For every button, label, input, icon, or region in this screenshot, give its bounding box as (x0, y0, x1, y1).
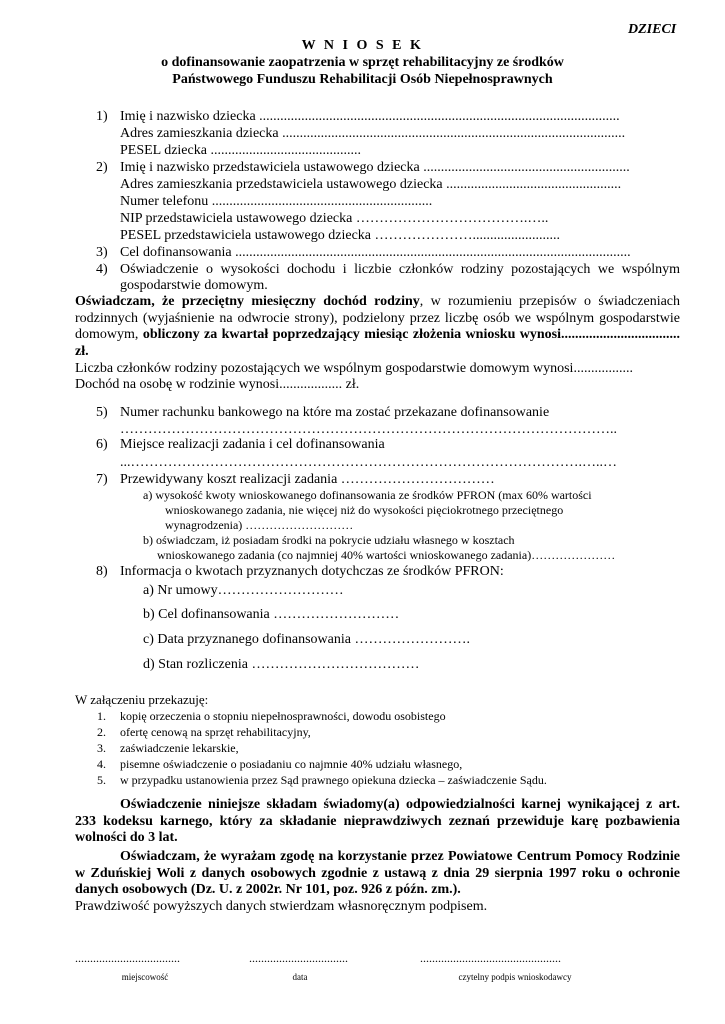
document-subtitle-line2: Państwowego Funduszu Rehabilitacji Osób Niepełnosprawnych (172, 72, 553, 87)
estimated-cost-field[interactable]: Przewidywany koszt realizacji zadania …………………………… (120, 472, 495, 487)
date-signature-line[interactable]: ................................. (249, 951, 348, 965)
child-address-field[interactable]: Adres zamieszkania dziecka .................................................................................................. (120, 126, 626, 141)
attachment-item: w przypadku ustanowienia przez Sąd prawnego opiekuna dziecka – zaświadczenie Sądu. (120, 773, 547, 787)
attachment-number: 1. (97, 709, 106, 723)
child-name-field[interactable]: Imię i nazwisko dziecka ....................................................................................................... (120, 109, 620, 124)
income-declaration (75, 294, 680, 360)
applicant-signature-label: czytelny podpis wnioskodawcy (458, 972, 572, 982)
bank-account-field[interactable]: …………………………………………………………………………………………….. (120, 422, 617, 437)
grant-date-field[interactable]: c) Data przyznanego dofinansowania ……………………. (143, 632, 470, 647)
applicant-signature-line[interactable]: ............................................... (420, 951, 561, 965)
attachment-number: 3. (97, 741, 106, 755)
item-5-number: 5) (96, 405, 108, 420)
representative-name-field[interactable]: Imię i nazwisko przedstawiciela ustawowego dziecka ........................................................... (120, 160, 630, 175)
attachment-number: 4. (97, 757, 106, 771)
prior-funding-label: Informacja o kwotach przyznanych dotychczas ze środków PFRON: (120, 564, 504, 579)
representative-pesel-field[interactable]: PESEL przedstawiciela ustawowego dziecka …………………......................... (120, 228, 561, 243)
requested-amount-line2: wnioskowanego zadania, nie więcej niż do wysokości pięciokrotnego przeciętnego (165, 503, 564, 517)
item-3-number: 3) (96, 245, 108, 260)
attachment-item: pisemne oświadczenie o posiadaniu co najmnie 40% udziału własnego, (120, 757, 463, 771)
requested-amount-field[interactable]: wynagrodzenia) ……………………… (165, 518, 354, 532)
criminal-liability-declaration: Oświadczenie niniejsze składam świadomy(a) odpowiedzialności karnej wynikającej z art. 233 kodeksu karnego, który za składanie nieprawdziwych zeznań przewiduje karę pozbawienia wolności do 3 lat. (75, 797, 680, 845)
item-1-number: 1) (96, 109, 108, 124)
task-place-label: Miejsce realizacji zadania i cel dofinansowania (120, 437, 385, 452)
income-declaration-bold: Oświadczam, że przeciętny miesięczny dochód rodziny (75, 294, 420, 309)
income-statement-heading-cont: gospodarstwie domowym. (120, 278, 268, 293)
contract-number-field[interactable]: a) Nr umowy……………………… (143, 583, 344, 598)
attachment-item: ofertę cenową na sprzęt rehabilitacyjny, (120, 725, 311, 739)
item-6-number: 6) (96, 437, 108, 452)
document-subtitle-line1: o dofinansowanie zaopatrzenia w sprzęt rehabilitacyjny ze środków (161, 55, 564, 70)
income-amount-field[interactable]: obliczony za kwartał poprzedzający miesiąc złożenia wniosku wynosi.................................. zł. (75, 327, 681, 359)
category-label: DZIECI (628, 22, 677, 37)
own-contribution-field[interactable]: wnioskowanego zadania (co najmniej 40% wartości wnioskowanego zadania)………………… (157, 548, 616, 562)
representative-address-field[interactable]: Adres zamieszkania przedstawiciela ustawowego dziecka .................................................. (120, 177, 622, 192)
requested-amount-line1: a) wysokość kwoty wnioskowanego dofinansowania ze środków PFRON (max 60% wartości (143, 488, 592, 502)
attachment-item: kopię orzeczenia o stopniu niepełnosprawności, dowodu osobistego (120, 709, 446, 723)
bank-account-label: Numer rachunku bankowego na które ma zostać przekazane dofinansowanie (120, 405, 550, 420)
prior-goal-field[interactable]: b) Cel dofinansowania ……………………… (143, 607, 400, 622)
settlement-status-field[interactable]: d) Stan rozliczenia ……………………………… (143, 657, 420, 672)
data-consent-declaration: Oświadczam, że wyrażam zgodę na korzystanie przez Powiatowe Centrum Pomocy Rodzinie w Zduńskiej Woli z danych osobowych zgodnie z ustawą z dnia 29 sierpnia 1997 roku o ochronie danych osobowych (Dz. U. z 2002r. Nr 101, poz. 926 z późn. zm.). (75, 849, 680, 897)
income-per-person-field[interactable]: Dochód na osobę w rodzinie wynosi.................. zł. (75, 377, 360, 392)
document-title: W N I O S E K (301, 38, 424, 53)
place-label: miejscowość (121, 972, 169, 982)
attachments-header: W załączeniu przekazuję: (75, 692, 209, 707)
signature-statement: Prawdziwość powyższych danych stwierdzam własnoręcznym podpisem. (75, 899, 488, 914)
attachment-number: 2. (97, 725, 106, 739)
place-signature-line[interactable]: ................................... (75, 951, 180, 965)
task-place-field[interactable]: ...…………………………………………………………………………………….…..… (120, 455, 617, 470)
attachment-number: 5. (97, 773, 106, 787)
income-declaration-text: , w rozumieniu przepisów o świadczeniach rodzinnych (wyjaśnienie na odwrocie strony), podzielony przez liczbę osób we wspólnym gospodarstwie domowym, (75, 294, 681, 342)
item-4-number: 4) (96, 262, 108, 277)
income-statement-heading: Oświadczenie o wysokości dochodu i liczbie członków rodziny pozostających we wspólnym (120, 262, 680, 277)
item-2-number: 2) (96, 160, 108, 175)
household-members-field[interactable]: Liczba członków rodziny pozostających we wspólnym gospodarstwie domowym wynosi................. (75, 361, 633, 376)
own-contribution-line1: b) oświadczam, iż posiadam środki na pokrycie udziału własnego w kosztach (143, 533, 515, 547)
child-pesel-field[interactable]: PESEL dziecka ........................................... (120, 143, 361, 158)
attachment-item: zaświadczenie lekarskie, (120, 741, 239, 755)
item-8-number: 8) (96, 564, 108, 579)
phone-field[interactable]: Numer telefonu ............................................................... (120, 194, 433, 209)
date-label: data (292, 972, 308, 982)
funding-goal-field[interactable]: Cel dofinansowania ................................................................................................................. (120, 245, 631, 260)
representative-nip-field[interactable]: NIP przedstawiciela ustawowego dziecka ……………………………….….. (120, 211, 549, 226)
item-7-number: 7) (96, 472, 108, 487)
